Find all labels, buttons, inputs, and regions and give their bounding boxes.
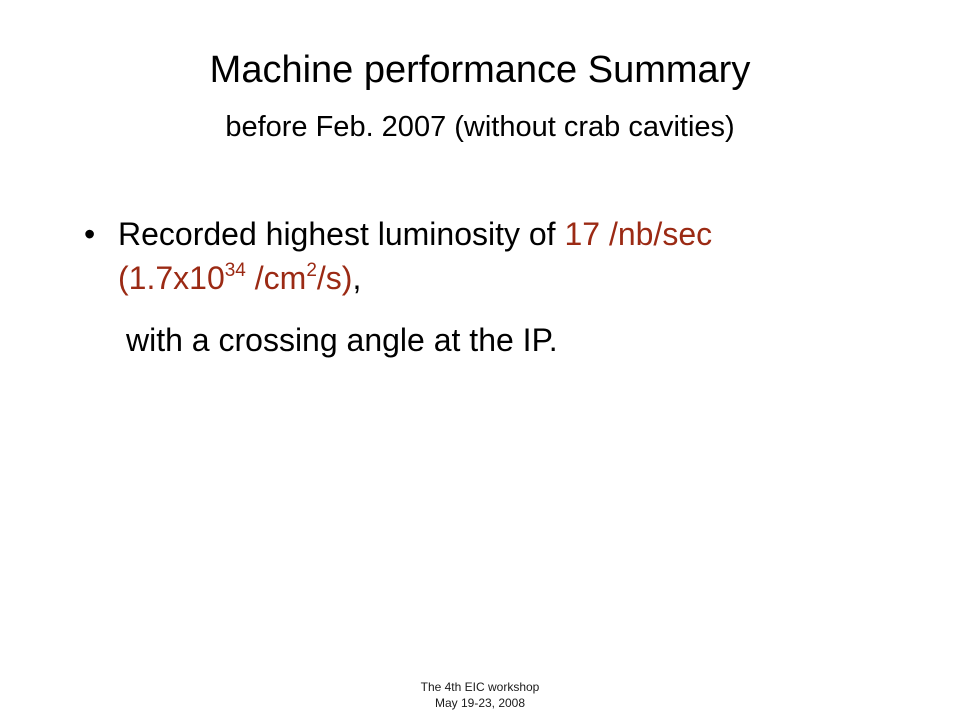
bullet-trailing: , (352, 260, 362, 296)
bullet-prefix: Recorded highest luminosity of (118, 216, 565, 252)
luminosity-value: 17 /nb/sec (564, 216, 713, 252)
footer-date: May 19-23, 2008 (434, 696, 526, 710)
conversion-unit: /cm (245, 260, 307, 296)
exponent-2: 2 (306, 260, 317, 281)
exponent-34: 34 (224, 260, 246, 281)
footer (0, 679, 960, 711)
bullet-text (118, 212, 858, 300)
slide-subtitle: before Feb. 2007 (without crab cavities) (225, 111, 735, 143)
luminosity-conversion (118, 260, 352, 296)
conversion-unit-end: /s) (316, 260, 353, 296)
bullet-continuation: with a crossing angle at the IP. (126, 322, 558, 358)
footer-event: The 4th EIC workshop (420, 680, 540, 694)
bullet-icon: • (84, 216, 96, 252)
conversion-base: (1.7x10 (118, 260, 225, 296)
slide-title: Machine performance Summary (209, 49, 751, 91)
